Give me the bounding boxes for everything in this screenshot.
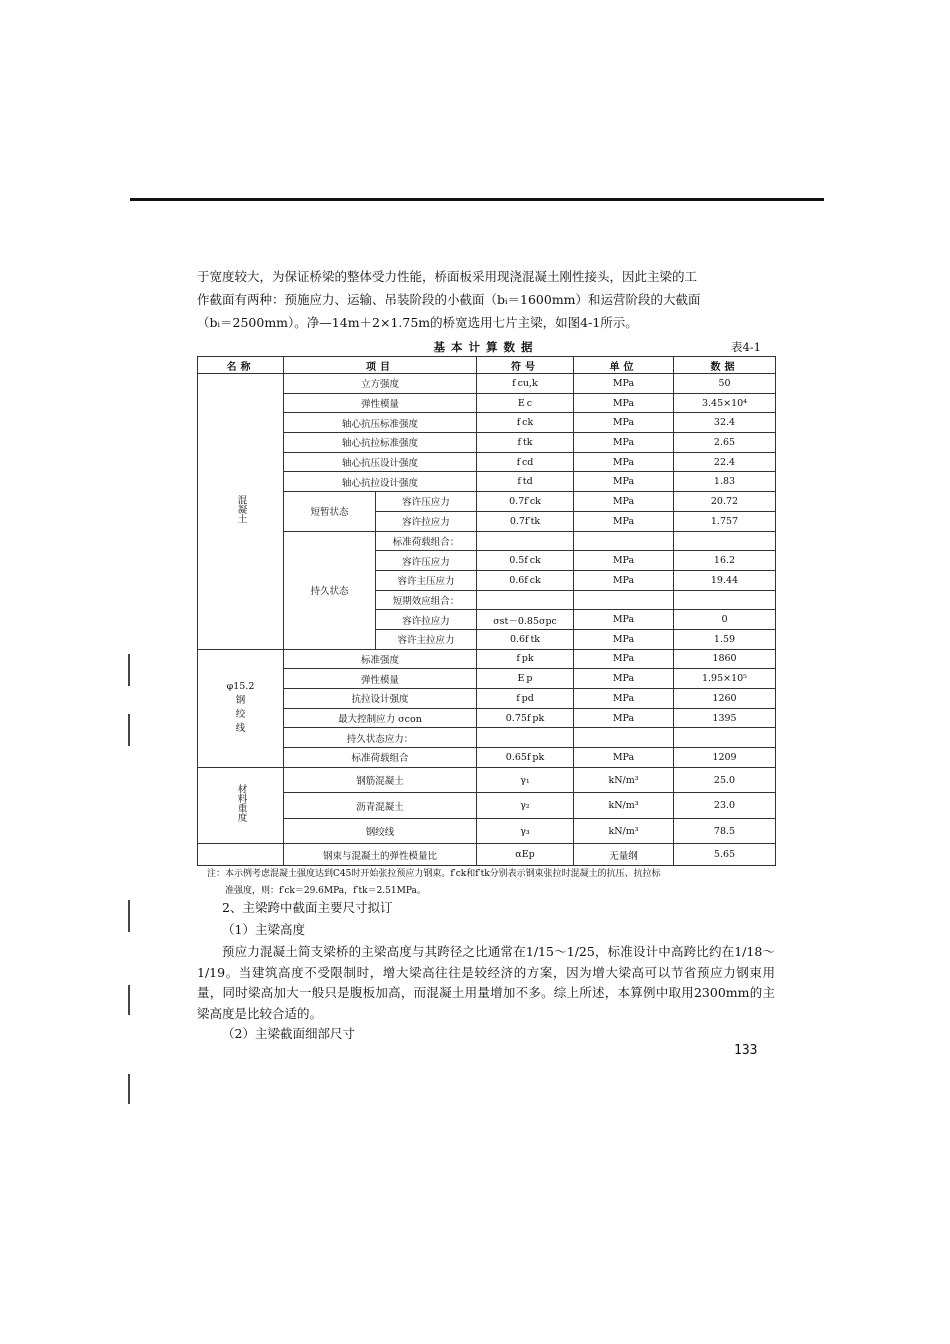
value-cell: 78.5 <box>674 818 776 844</box>
symbol-cell: σst－0.85σpc <box>477 610 574 630</box>
table-row <box>198 728 776 748</box>
table-row <box>198 844 776 866</box>
unit-cell: MPa <box>574 649 674 669</box>
value-cell: 1.757 <box>674 511 776 531</box>
value-cell <box>674 728 776 748</box>
sub-item-cell: 容许拉应力 <box>376 511 477 531</box>
value-cell: 32.4 <box>674 413 776 433</box>
unit-cell: 无量纲 <box>574 844 674 866</box>
value-cell: 19.44 <box>674 570 776 590</box>
group-strand-label: 钢 <box>235 695 246 707</box>
item-cell: 最大控制应力 σcon <box>284 708 477 728</box>
unit-cell: MPa <box>574 551 674 571</box>
value-cell: 0 <box>674 610 776 630</box>
sub-item-cell: 短期效应组合： <box>376 590 477 610</box>
table-header-row <box>198 357 776 374</box>
scan-mark <box>128 985 130 1015</box>
symbol-cell: f cu,k <box>477 374 574 394</box>
symbol-cell: f cd <box>477 452 574 472</box>
unit-cell <box>574 531 674 551</box>
sub-item-cell: 容许主压应力 <box>376 570 477 590</box>
symbol-cell: 0.75f pk <box>477 708 574 728</box>
intro-line: （bᵢ＝2500mm）。净—14m＋2×1.75m的桥宽选用七片主梁，如图4-1所示。 <box>197 315 638 330</box>
basic-data-table <box>197 356 776 866</box>
scan-mark <box>128 1074 130 1104</box>
table-caption <box>197 339 775 357</box>
col-header-name: 名称 <box>198 357 284 374</box>
col-header-symbol: 符号 <box>477 357 574 374</box>
sub-item-cell: 容许压应力 <box>376 492 477 512</box>
body-paragraph: 预应力混凝土简支梁桥的主梁高度与其跨径之比通常在1/15～1/25，标准设计中高跨比约在1/18～1/19。当建筑高度不受限制时，增大梁高往往是较经济的方案，因为增大梁高可以节省预应力钢束用量，同时梁高加大一般只是腹板加高，而混凝土用量增加不多。综上所述，本算例中取用2300mm的主梁高度是比较合适的。 <box>197 944 775 1021</box>
value-cell: 1860 <box>674 649 776 669</box>
item-cell: 立方强度 <box>284 374 477 394</box>
value-cell: 1.59 <box>674 629 776 649</box>
unit-cell: kN/m³ <box>574 793 674 819</box>
symbol-cell: f pk <box>477 649 574 669</box>
page-number: 133 <box>734 1043 758 1058</box>
symbol-cell <box>477 728 574 748</box>
table-row <box>198 818 776 844</box>
col-header-unit: 单位 <box>574 357 674 374</box>
symbol-cell: f ck <box>477 413 574 433</box>
group-concrete-cell <box>198 374 284 650</box>
unit-cell: MPa <box>574 689 674 709</box>
symbol-cell: γ₁ <box>477 767 574 793</box>
table-note <box>207 866 777 900</box>
sub-item-cell: 容许压应力 <box>376 551 477 571</box>
unit-cell: MPa <box>574 472 674 492</box>
item-cell: 钢绞线 <box>284 818 477 844</box>
unit-cell: MPa <box>574 413 674 433</box>
symbol-cell: 0.65f pk <box>477 748 574 768</box>
table-row <box>198 669 776 689</box>
unit-cell: MPa <box>574 570 674 590</box>
table-row <box>198 393 776 413</box>
unit-cell: MPa <box>574 708 674 728</box>
scan-mark <box>128 654 130 686</box>
value-cell: 1209 <box>674 748 776 768</box>
symbol-cell: γ₂ <box>477 793 574 819</box>
item-cell: 标准强度 <box>284 649 477 669</box>
unit-cell: MPa <box>574 492 674 512</box>
sub-heading: （2）主梁截面细部尺寸 <box>222 1026 355 1041</box>
symbol-cell: 0.5f ck <box>477 551 574 571</box>
group-weight-label: 材料重度 <box>235 784 247 822</box>
unit-cell: MPa <box>574 433 674 453</box>
unit-cell: MPa <box>574 511 674 531</box>
table-row <box>198 492 776 512</box>
section-heading: 2、主梁跨中截面主要尺寸拟订 <box>222 900 393 915</box>
table-row <box>198 413 776 433</box>
value-cell: 22.4 <box>674 452 776 472</box>
item-cell: 轴心抗压标准强度 <box>284 413 477 433</box>
item-cell: 抗拉设计强度 <box>284 689 477 709</box>
table-row <box>198 649 776 669</box>
symbol-cell: γ₃ <box>477 818 574 844</box>
unit-cell: MPa <box>574 452 674 472</box>
item-cell: 钢筋混凝土 <box>284 767 477 793</box>
symbol-cell: 0.6f tk <box>477 629 574 649</box>
value-cell <box>674 531 776 551</box>
symbol-cell: f pd <box>477 689 574 709</box>
table-row <box>198 708 776 728</box>
intro-line: 于宽度较大，为保证桥梁的整体受力性能，桥面板采用现浇混凝土刚性接头，因此主梁的工 <box>197 269 698 284</box>
symbol-cell: 0.6f ck <box>477 570 574 590</box>
symbol-cell <box>477 590 574 610</box>
table-row <box>198 767 776 793</box>
item-cell: 持久状态应力： <box>284 728 477 748</box>
value-cell: 50 <box>674 374 776 394</box>
item-cell: 钢束与混凝土的弹性模量比 <box>284 844 477 866</box>
symbol-cell: f tk <box>477 433 574 453</box>
unit-cell: MPa <box>574 669 674 689</box>
intro-line: 作截面有两种：预施应力、运输、吊装阶段的小截面（bᵢ＝1600mm）和运营阶段的大截面 <box>197 292 701 307</box>
value-cell: 1.83 <box>674 472 776 492</box>
symbol-cell: 0.7f′ck <box>477 492 574 512</box>
unit-cell <box>574 728 674 748</box>
unit-cell: kN/m³ <box>574 767 674 793</box>
top-rule <box>130 198 824 201</box>
note-line: 注：本示例考虑混凝土强度达到C45时开始张拉预应力钢束。f′ck和f′tk分别表示钢束张拉时混凝土的抗压、抗拉标 <box>207 869 661 879</box>
value-cell: 25.0 <box>674 767 776 793</box>
unit-cell: MPa <box>574 393 674 413</box>
empty-cell <box>198 844 284 866</box>
table-title: 基本计算数据 <box>433 340 539 354</box>
state-cell: 持久状态 <box>284 531 376 649</box>
symbol-cell: αEp <box>477 844 574 866</box>
table-row <box>198 689 776 709</box>
col-header-item: 项目 <box>284 357 477 374</box>
unit-cell: MPa <box>574 374 674 394</box>
table-row <box>198 433 776 453</box>
table-row <box>198 748 776 768</box>
item-cell: 轴心抗拉标准强度 <box>284 433 477 453</box>
value-cell: 1260 <box>674 689 776 709</box>
table-row <box>198 531 776 551</box>
symbol-cell: E p <box>477 669 574 689</box>
sub-heading: （1）主梁高度 <box>222 922 305 937</box>
sub-item-cell: 容许拉应力 <box>376 610 477 630</box>
unit-cell: MPa <box>574 610 674 630</box>
item-cell: 弹性模量 <box>284 393 477 413</box>
item-cell: 轴心抗压设计强度 <box>284 452 477 472</box>
table-row <box>198 374 776 394</box>
unit-cell: MPa <box>574 629 674 649</box>
group-strand-label: 线 <box>235 723 246 735</box>
sub-item-cell: 标准荷载组合： <box>376 531 477 551</box>
unit-cell: kN/m³ <box>574 818 674 844</box>
value-cell: 1.95×10⁵ <box>674 669 776 689</box>
group-strand-cell <box>198 649 284 767</box>
table-row <box>198 452 776 472</box>
col-header-value: 数据 <box>674 357 776 374</box>
value-cell: 16.2 <box>674 551 776 571</box>
symbol-cell <box>477 531 574 551</box>
table-row <box>198 472 776 492</box>
value-cell <box>674 590 776 610</box>
note-line: 准强度，则：f′ck＝29.6MPa，f′tk＝2.51MPa。 <box>225 886 426 896</box>
intro-paragraph <box>197 265 777 334</box>
scan-mark <box>128 900 130 932</box>
item-cell: 沥青混凝土 <box>284 793 477 819</box>
value-cell: 3.45×10⁴ <box>674 393 776 413</box>
unit-cell: MPa <box>574 748 674 768</box>
item-cell: 弹性模量 <box>284 669 477 689</box>
scan-mark <box>128 714 130 746</box>
group-strand-label: 绞 <box>235 709 246 721</box>
item-cell: 轴心抗拉设计强度 <box>284 472 477 492</box>
symbol-cell: f td <box>477 472 574 492</box>
value-cell: 2.65 <box>674 433 776 453</box>
group-concrete-label: 混凝土 <box>235 494 247 524</box>
table-row <box>198 793 776 819</box>
table-number: 表4-1 <box>730 340 761 354</box>
value-cell: 1395 <box>674 708 776 728</box>
value-cell: 5.65 <box>674 844 776 866</box>
unit-cell <box>574 590 674 610</box>
sub-item-cell: 容许主拉应力 <box>376 629 477 649</box>
value-cell: 20.72 <box>674 492 776 512</box>
symbol-cell: E c <box>477 393 574 413</box>
group-strand-label: φ15.2 <box>226 681 255 693</box>
group-weight-cell <box>198 767 284 844</box>
symbol-cell: 0.7f′tk <box>477 511 574 531</box>
value-cell: 23.0 <box>674 793 776 819</box>
state-cell: 短暂状态 <box>284 492 376 531</box>
item-cell: 标准荷载组合 <box>284 748 477 768</box>
